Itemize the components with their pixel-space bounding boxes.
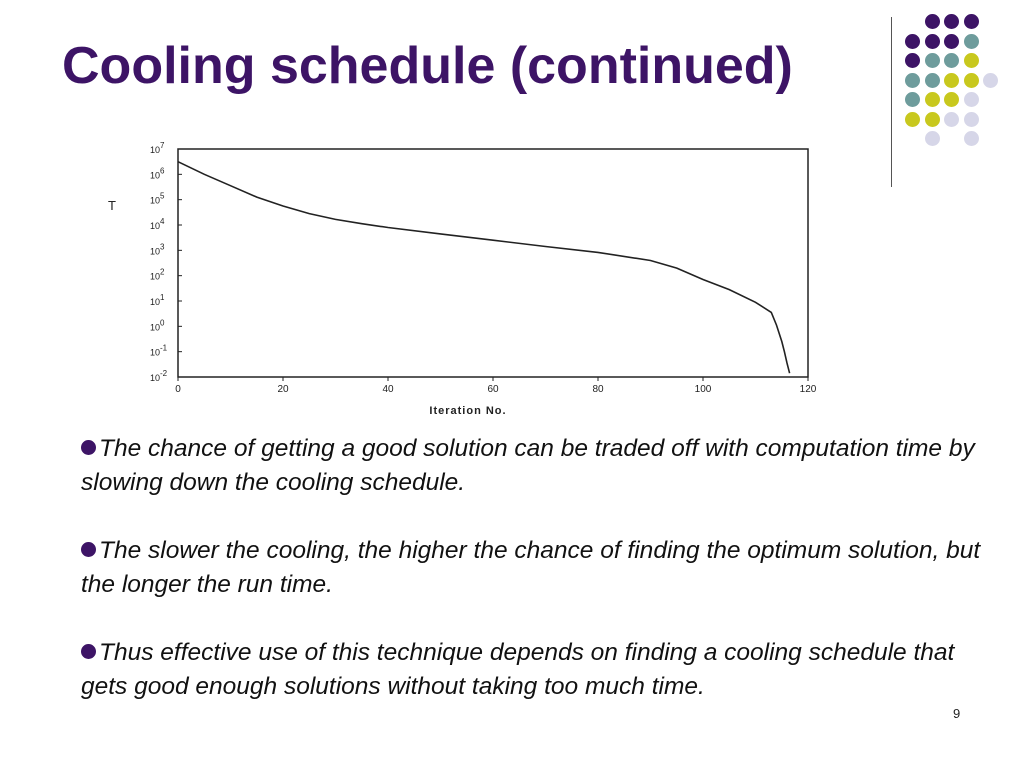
yellow-dot [905,112,920,127]
purple-dot [964,14,979,29]
x-tick-label: 120 [799,384,817,395]
y-tick-label: 10-1 [150,343,168,358]
yellow-dot [925,112,940,127]
bullet-text: The slower the cooling, the higher the chance of finding the optimum solution, but the longer the run time. [81,537,981,598]
yellow-dot [925,92,940,107]
y-tick-label: 106 [150,166,165,181]
y-tick-label: 100 [150,318,165,333]
y-tick-label: 103 [150,242,165,257]
bullet-dot-icon [81,440,96,455]
purple-dot [944,34,959,49]
x-tick-label: 20 [277,384,289,395]
divider-line [891,17,892,187]
bullet-item [81,534,981,602]
purple-dot [944,14,959,29]
bullet-item [81,432,981,500]
bullet-item [81,636,981,704]
teal-dot [925,73,940,88]
y-tick-label: 104 [150,217,165,231]
lavender-dot [983,73,998,88]
yellow-dot [944,92,959,107]
lavender-dot [925,131,940,146]
plot-frame [178,149,808,377]
yellow-dot [964,53,979,68]
bullet-dot-icon [81,542,96,557]
y-tick-label: 107 [150,141,165,155]
teal-dot [964,34,979,49]
y-tick-label: 102 [150,267,165,282]
x-axis-label: Iteration No. [429,405,507,417]
y-axis-label: T [108,198,116,213]
purple-dot [905,34,920,49]
teal-dot [944,53,959,68]
yellow-dot [944,73,959,88]
y-tick-label: 105 [150,191,165,206]
purple-dot [905,53,920,68]
yellow-dot [964,73,979,88]
bullet-list [81,432,981,738]
series-line-T [178,162,790,374]
bullet-text: The chance of getting a good solution can be traded off with computation time by slowing down the cooling schedule. [81,435,975,496]
purple-dot [925,34,940,49]
bullet-dot-icon [81,644,96,659]
x-tick-label: 60 [487,384,499,395]
teal-dot [925,53,940,68]
x-tick-label: 80 [592,384,604,395]
x-tick-label: 100 [694,384,712,395]
lavender-dot [944,112,959,127]
temperature-chart [100,135,840,425]
page-number: 9 [953,706,961,721]
x-tick-label: 40 [382,384,394,395]
lavender-dot [964,92,979,107]
decorative-dot-grid [905,14,1015,174]
y-tick-label: 101 [150,293,165,307]
y-tick-label: 10-2 [150,369,168,383]
purple-dot [925,14,940,29]
slide-title: Cooling schedule (continued) [62,37,793,95]
x-tick-label: 0 [175,384,181,395]
teal-dot [905,92,920,107]
teal-dot [905,73,920,88]
lavender-dot [964,112,979,127]
lavender-dot [964,131,979,146]
bullet-text: Thus effective use of this technique depends on finding a cooling schedule that gets good enough solutions without taking too much time. [81,639,955,700]
